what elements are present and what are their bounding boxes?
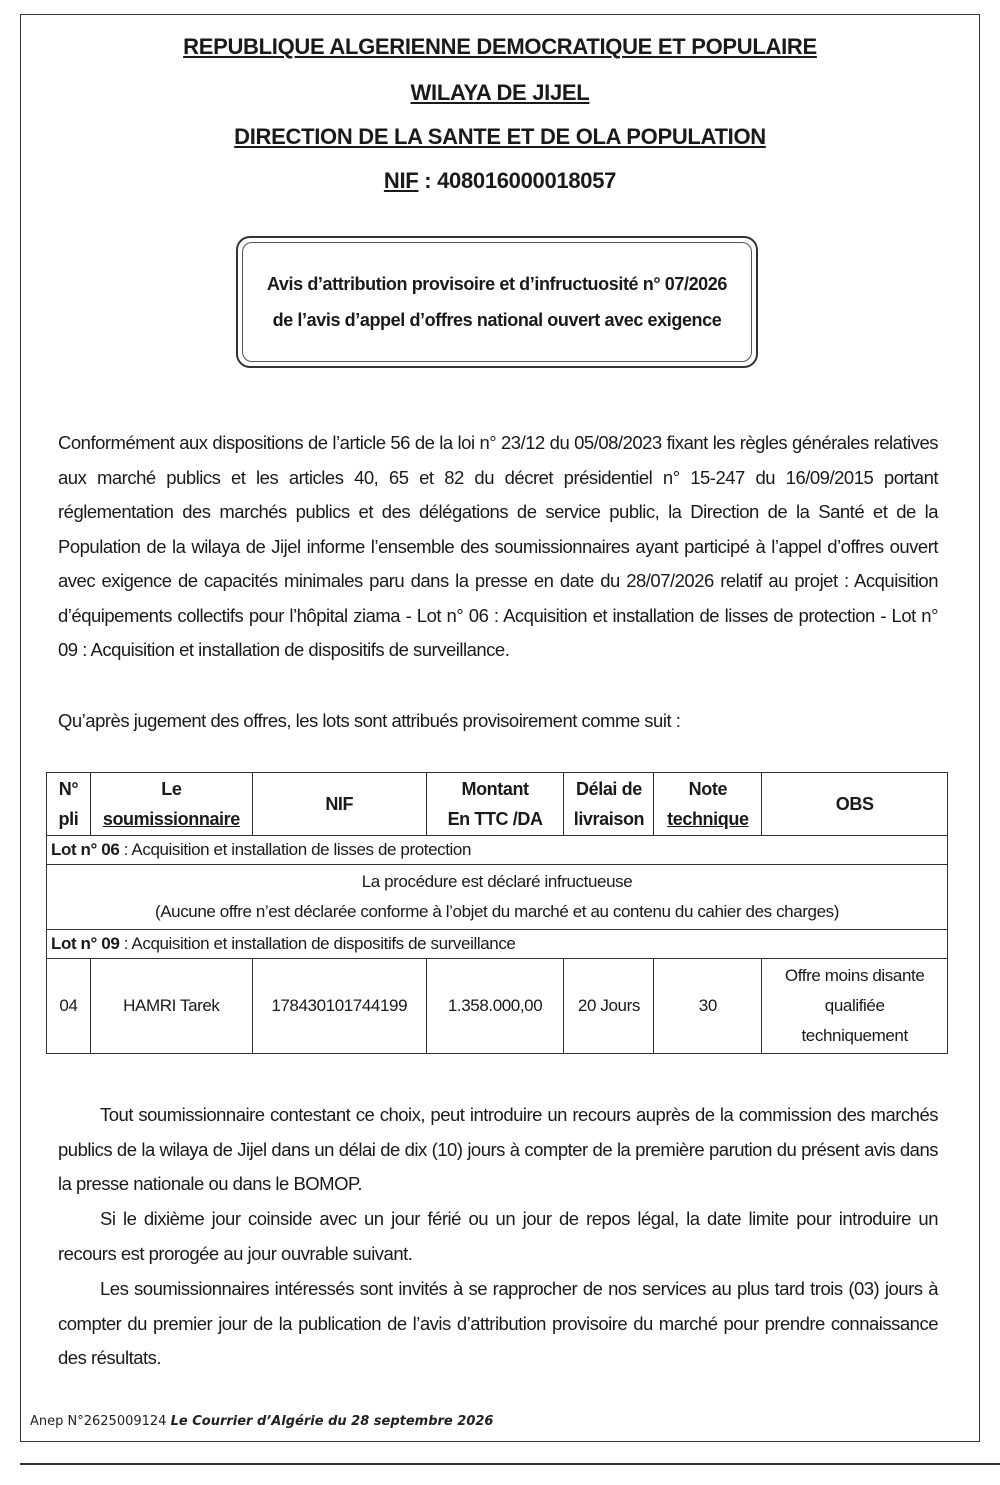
- cell-obs: Offre moins disante qualifiée techniquement: [762, 959, 948, 1054]
- lot06-result: La procédure est déclaré infructueuse (Aucune offre n’est déclarée conforme à l’objet du marché et au contenu du cahier des charges): [47, 865, 948, 930]
- col-header-delai: Délai de livraison: [564, 773, 654, 836]
- notice-title-line1: Avis d’attribution provisoire et d’infructuosité n° 07/2026: [266, 274, 728, 294]
- lot09-label: Lot n° 09 : Acquisition et installation de dispositifs de surveillance: [47, 930, 948, 959]
- cell-montant: 1.358.000,00: [426, 959, 564, 1054]
- lot06-row: [47, 836, 948, 865]
- lot06-label: Lot n° 06 : Acquisition et installation de lisses de protection: [47, 836, 948, 865]
- notice-title-line2: de l’avis d’appel d’offres national ouvert avec exigence: [272, 310, 722, 330]
- nif-label: NIF: [383, 168, 419, 193]
- header-nif: [20, 168, 980, 194]
- notice-title-box: [236, 236, 758, 368]
- resultats-paragraph: Les soumissionnaires intéressés sont invités à se rapprocher de nos services au plus tard trois (03) jours à compter du premier jour de la publication de l’avis d’attribution provisoire du marché pour prendre connaissance des résultats.: [58, 1278, 938, 1368]
- col-header-nif: NIF: [252, 773, 426, 836]
- cell-note: 30: [654, 959, 762, 1054]
- cell-nif: 178430101744199: [252, 959, 426, 1054]
- header-republic: REPUBLIQUE ALGERIENNE DEMOCRATIQUE ET POPULAIRE: [183, 34, 817, 59]
- intro-paragraph: Conformément aux dispositions de l’article 56 de la loi n° 23/12 du 05/08/2023 fixant les règles générales relatives aux marché publics et les articles 40, 65 et 82 du décret présidentiel n° 15-247 du 16/09/2015 portant réglementation des marchés publics et des délégations de service public, la Direction de la Santé et de la Population de la wilaya de Jijel informe l’ensemble des soumissionnaires ayant participé à l’appel d’offres ouvert avec exigence de capacités minimales paru dans la presse en date du 28/07/2026 relatif au projet : Acquisition d’équipements collectifs pour l’hôpital ziama - Lot n° 06 : Acquisition et installation de lisses de protection - Lot n° 09 : Acquisition et installation de dispositifs de surveillance.: [58, 432, 938, 660]
- delai-paragraph: Si le dixième jour coinside avec un jour férié ou un jour de repos légal, la date limite pour introduire un recours est prorogée au jour ouvrable suivant.: [58, 1208, 938, 1264]
- header-wilaya: WILAYA DE JIJEL: [410, 80, 590, 105]
- anep-reference: Anep N°2625009124: [30, 1414, 171, 1429]
- lot06-result-row: [47, 865, 948, 930]
- bottom-rule: [20, 1463, 1000, 1465]
- publication-footer: [30, 1414, 493, 1429]
- col-header-npli: N° pli: [47, 773, 91, 836]
- col-header-obs: OBS: [762, 773, 948, 836]
- intro-conclusion: Qu’après jugement des offres, les lots sont attribués provisoirement comme suit :: [58, 710, 681, 731]
- table-row: [47, 959, 948, 1054]
- lot09-row: [47, 930, 948, 959]
- cell-npli: 04: [47, 959, 91, 1054]
- cell-delai: 20 Jours: [564, 959, 654, 1054]
- recours-paragraph: Tout soumissionnaire contestant ce choix, peut introduire un recours auprès de la commission des marchés publics de la wilaya de Jijel dans un délai de dix (10) jours à compter de la première parution du présent avis dans la presse nationale ou dans le BOMOP.: [58, 1104, 938, 1194]
- header-direction: DIRECTION DE LA SANTE ET DE OLA POPULATION: [234, 124, 766, 149]
- nif-value: : 408016000018057: [418, 168, 617, 193]
- col-header-montant: Montant En TTC /DA: [426, 773, 564, 836]
- col-header-note: Note technique: [654, 773, 762, 836]
- publication-source: Le Courrier d’Algérie du 28 septembre 2026: [170, 1414, 494, 1429]
- cell-soumissionnaire: HAMRI Tarek: [90, 959, 252, 1054]
- attribution-table: [46, 772, 948, 1054]
- table-header-row: [47, 773, 948, 836]
- col-header-soumissionnaire: Le soumissionnaire: [90, 773, 252, 836]
